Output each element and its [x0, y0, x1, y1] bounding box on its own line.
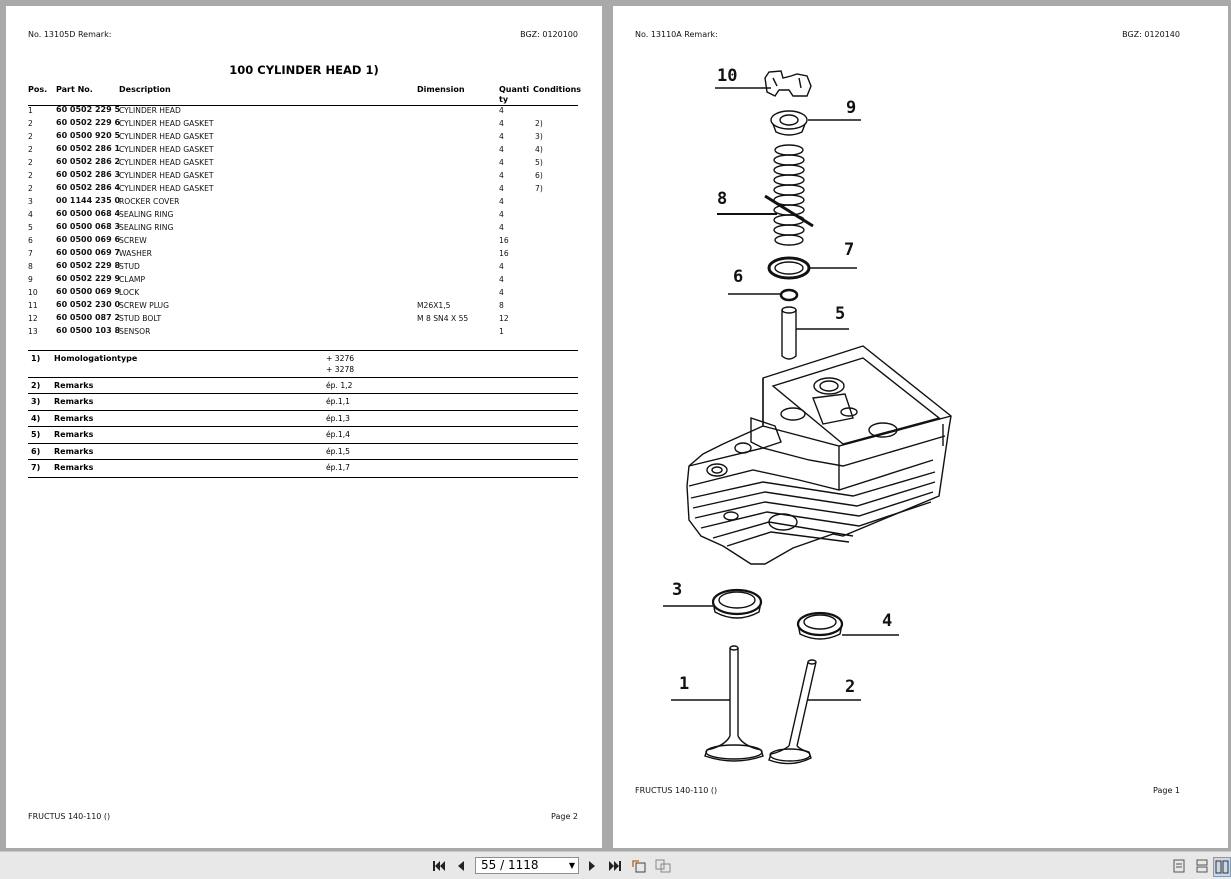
col-quantity: Quanti ty: [499, 85, 530, 104]
two-page-view-icon[interactable]: [1213, 857, 1231, 877]
cell-quantity: 1: [499, 327, 504, 336]
cell-pos: 4: [28, 210, 33, 219]
cell-quantity: 16: [499, 249, 509, 258]
table-row: [28, 208, 578, 221]
table-row: [28, 260, 578, 273]
cell-description: SCREW: [119, 236, 147, 245]
cell-part-no: 60 0502 230 0: [56, 300, 121, 309]
cell-part-no: 60 0500 069 6: [56, 235, 121, 244]
page-number-input[interactable]: [475, 857, 579, 874]
cell-part-no: 60 0500 103 8: [56, 326, 121, 335]
right-footer-right: Page 1: [1153, 786, 1180, 795]
col-pos: Pos.: [28, 85, 48, 94]
remark-row: [28, 393, 578, 411]
table-row: [28, 169, 578, 182]
left-page: [6, 6, 602, 848]
cell-description: CYLINDER HEAD GASKET: [119, 171, 214, 180]
cell-quantity: 4: [499, 223, 504, 232]
cell-pos: 2: [28, 119, 33, 128]
chevron-down-icon[interactable]: ▼: [568, 861, 575, 870]
cell-description: CYLINDER HEAD GASKET: [119, 184, 214, 193]
remark-value: ép.1,4: [326, 430, 350, 439]
table-row: [28, 221, 578, 234]
remark-value: ép. 1,2: [326, 381, 353, 390]
cell-part-no: 60 0500 068 4: [56, 209, 121, 218]
prev-page-icon[interactable]: [452, 857, 470, 875]
cell-part-no: 60 0502 286 3: [56, 170, 121, 179]
cell-quantity: 4: [499, 210, 504, 219]
cell-description: STUD BOLT: [119, 314, 162, 323]
col-part-no: Part No.: [56, 85, 93, 94]
table-row: [28, 156, 578, 169]
callout-number: 8: [717, 189, 728, 209]
left-footer-left: FRUCTUS 140-110 (): [28, 812, 111, 821]
table-row: [28, 234, 578, 247]
cell-dimension: M26X1,5: [417, 301, 451, 310]
cell-conditions: 5): [535, 158, 543, 167]
remark-label: Homologationtype: [54, 354, 138, 363]
remark-value: ép.1,1: [326, 397, 350, 406]
remark-value: ép.1,5: [326, 447, 350, 456]
table-row: [28, 117, 578, 130]
remark-value: ép.1,7: [326, 463, 350, 472]
callout-number: 5: [835, 304, 846, 324]
col-conditions: Conditions: [533, 85, 582, 94]
first-page-icon[interactable]: [430, 857, 448, 875]
cell-dimension: M 8 SN4 X 55: [417, 314, 469, 323]
remark-label: Remarks: [54, 430, 94, 439]
cell-quantity: 4: [499, 184, 504, 193]
remark-label: Remarks: [54, 447, 94, 456]
part-cylinder-head: [687, 346, 951, 564]
callout-number: 7: [844, 240, 855, 260]
remark-number: 7): [31, 463, 41, 472]
cell-conditions: 7): [535, 184, 543, 193]
table-row: [28, 273, 578, 286]
cell-description: CYLINDER HEAD GASKET: [119, 158, 214, 167]
cell-quantity: 4: [499, 158, 504, 167]
remark-label: Remarks: [54, 397, 94, 406]
cell-pos: 6: [28, 236, 33, 245]
callout-number: 1: [679, 674, 690, 694]
cell-pos: 11: [28, 301, 38, 310]
cell-pos: 3: [28, 197, 33, 206]
cell-part-no: 60 0502 286 1: [56, 144, 121, 153]
remark-number: 6): [31, 447, 41, 456]
table-row: [28, 286, 578, 299]
part-valve-spring: [717, 145, 813, 245]
callout-number: 10: [717, 66, 738, 86]
remark-row: [28, 459, 578, 478]
single-page-view-icon[interactable]: [1170, 857, 1188, 875]
cell-pos: 12: [28, 314, 38, 323]
left-header-right: BGZ: 0120100: [520, 30, 578, 39]
page-indicator-text: 55 / 1118: [481, 858, 539, 872]
remark-label: Remarks: [54, 381, 94, 390]
continuous-view-icon[interactable]: [1193, 857, 1211, 875]
part-valve-1: [671, 646, 763, 761]
remark-value: + 3276: [326, 354, 355, 363]
cell-pos: 2: [28, 145, 33, 154]
cell-part-no: 60 0502 229 5: [56, 105, 121, 114]
cell-pos: 2: [28, 132, 33, 141]
cell-quantity: 4: [499, 288, 504, 297]
cell-conditions: 3): [535, 132, 543, 141]
callout-number: 3: [672, 580, 683, 600]
left-footer-right: Page 2: [551, 812, 578, 821]
cell-description: LOCK: [119, 288, 140, 297]
table-row: [28, 182, 578, 195]
right-footer-left: FRUCTUS 140-110 (): [635, 786, 718, 795]
exploded-view-diagram: [613, 46, 1228, 806]
page-title: 100 CYLINDER HEAD 1): [229, 63, 379, 77]
cell-description: CYLINDER HEAD: [119, 106, 181, 115]
cell-quantity: 4: [499, 145, 504, 154]
remark-row: [28, 350, 578, 378]
cell-part-no: 00 1144 235 0: [56, 196, 121, 205]
cell-pos: 2: [28, 184, 33, 193]
cell-pos: 7: [28, 249, 33, 258]
cell-part-no: 60 0502 229 6: [56, 118, 121, 127]
cell-part-no: 60 0500 087 2: [56, 313, 121, 322]
remark-value-2: + 3278: [326, 365, 355, 374]
callout-number: 4: [882, 611, 893, 631]
cell-pos: 10: [28, 288, 38, 297]
cell-quantity: 4: [499, 262, 504, 271]
cell-description: CYLINDER HEAD GASKET: [119, 145, 214, 154]
cell-part-no: 60 0502 229 9: [56, 274, 121, 283]
cell-part-no: 60 0500 069 7: [56, 248, 121, 257]
right-page: [613, 6, 1228, 848]
table-row: [28, 104, 578, 117]
cell-pos: 8: [28, 262, 33, 271]
cell-description: SEALING RING: [119, 223, 174, 232]
cell-description: ROCKER COVER: [119, 197, 180, 206]
remark-row: [28, 410, 578, 427]
remark-number: 2): [31, 381, 41, 390]
cell-conditions: 4): [535, 145, 543, 154]
remark-number: 4): [31, 414, 41, 423]
rotate-icon[interactable]: [630, 857, 648, 875]
callout-number: 9: [846, 98, 857, 118]
cell-description: CYLINDER HEAD GASKET: [119, 132, 214, 141]
table-row: [28, 299, 578, 312]
cell-part-no: 60 0500 920 5: [56, 131, 121, 140]
cell-quantity: 4: [499, 171, 504, 180]
part-washer: [769, 258, 857, 278]
cell-pos: 13: [28, 327, 38, 336]
part-lock-clip: [728, 290, 797, 300]
cell-description: CLAMP: [119, 275, 146, 284]
table-row: [28, 143, 578, 156]
cell-quantity: 4: [499, 197, 504, 206]
cell-quantity: 12: [499, 314, 509, 323]
table-row: [28, 312, 578, 325]
col-dimension: Dimension: [417, 85, 465, 94]
parts-table-header: [28, 85, 582, 106]
cell-pos: 2: [28, 158, 33, 167]
cell-description: STUD: [119, 262, 140, 271]
cell-pos: 2: [28, 171, 33, 180]
callout-number: 6: [733, 267, 744, 287]
cell-conditions: 6): [535, 171, 543, 180]
remark-label: Remarks: [54, 463, 94, 472]
col-description: Description: [119, 85, 171, 94]
remark-row: [28, 426, 578, 444]
cell-pos: 1: [28, 106, 33, 115]
cell-description: SENSOR: [119, 327, 151, 336]
last-page-icon[interactable]: [606, 857, 624, 875]
cell-part-no: 60 0500 069 9: [56, 287, 121, 296]
table-row: [28, 247, 578, 260]
cell-pos: 9: [28, 275, 33, 284]
next-page-icon[interactable]: [583, 857, 601, 875]
part-valve-2: [769, 660, 861, 764]
table-row: [28, 130, 578, 143]
table-row: [28, 195, 578, 208]
cell-quantity: 4: [499, 275, 504, 284]
remark-row: [28, 443, 578, 460]
remark-number: 3): [31, 397, 41, 406]
cell-quantity: 16: [499, 236, 509, 245]
cell-part-no: 60 0502 286 2: [56, 157, 121, 166]
cell-description: WASHER: [119, 249, 152, 258]
cell-pos: 5: [28, 223, 33, 232]
viewer-toolbar: [0, 851, 1231, 879]
right-header-left: No. 13110A Remark:: [635, 30, 718, 39]
remark-number: 5): [31, 430, 41, 439]
remark-value: ép.1,3: [326, 414, 350, 423]
cell-description: CYLINDER HEAD GASKET: [119, 119, 214, 128]
cell-quantity: 4: [499, 119, 504, 128]
left-header-left: No. 13105D Remark:: [28, 30, 112, 39]
cell-quantity: 4: [499, 106, 504, 115]
remark-number: 1): [31, 354, 41, 363]
cell-quantity: 4: [499, 132, 504, 141]
cell-part-no: 60 0502 286 4: [56, 183, 121, 192]
cell-part-no: 60 0500 068 3: [56, 222, 121, 231]
cell-quantity: 8: [499, 301, 504, 310]
cell-description: SCREW PLUG: [119, 301, 169, 310]
cell-conditions: 2): [535, 119, 543, 128]
remark-label: Remarks: [54, 414, 94, 423]
callout-number: 2: [845, 677, 856, 697]
remark-row: [28, 377, 578, 394]
table-row: [28, 325, 578, 338]
copy-icon[interactable]: [654, 857, 672, 875]
right-header-right: BGZ: 0120140: [1122, 30, 1180, 39]
cell-description: SEALING RING: [119, 210, 174, 219]
cell-part-no: 60 0502 229 8: [56, 261, 121, 270]
